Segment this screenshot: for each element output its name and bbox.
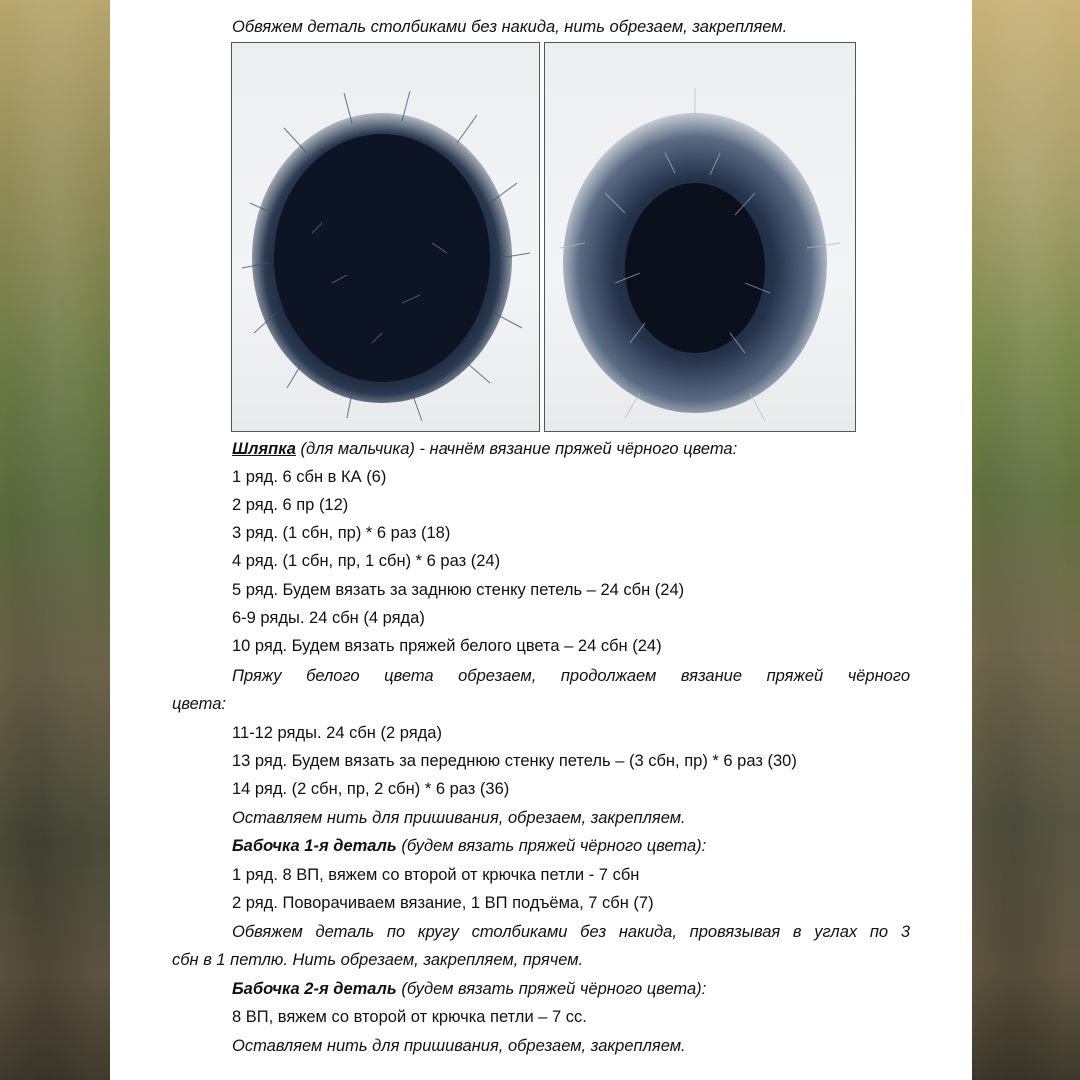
bow1-note-line-2: сбн в 1 петлю. Нить обрезаем, закрепляем, прячем.	[172, 951, 584, 969]
bow2-title	[110, 979, 1080, 999]
hat-end-note: Оставляем нить для пришивания, обрезаем, закрепляем.	[232, 809, 686, 827]
hat-title-bold: Шляпка	[232, 440, 296, 458]
bow1-row: 2 ряд. Поворачиваем вязание, 1 ВП подъёма, 7 сбн (7)	[232, 894, 654, 912]
photo-pair	[231, 42, 856, 432]
intro-caption: Обвяжем деталь столбиками без накида, нить обрезаем, закрепляем.	[232, 18, 788, 36]
blurred-background-left	[0, 0, 110, 1080]
bow1-title	[110, 836, 1080, 856]
bow2-row: 8 ВП, вяжем со второй от крючка петли – 7 сс.	[232, 1008, 587, 1026]
fluffy-hat-outer-photo-icon	[232, 43, 539, 432]
hat-row: 10 ряд. Будем вязать пряжей белого цвета – 24 сбн (24)	[232, 637, 662, 655]
bow2-title-rest: (будем вязать пряжей чёрного цвета):	[396, 980, 707, 998]
bow2-end-note: Оставляем нить для пришивания, обрезаем, закрепляем.	[232, 1037, 686, 1055]
hat-row: 2 ряд. 6 пр (12)	[232, 496, 349, 514]
hat-title	[110, 439, 1080, 459]
hat-note-line-2: цвета:	[172, 695, 226, 713]
hat-title-rest: (для мальчика) - начнём вязание пряжей чёрного цвета:	[295, 440, 738, 458]
document-page	[110, 0, 972, 1080]
bow2-title-bold: Бабочка 2-я деталь	[232, 980, 397, 998]
photo-hat-inner	[544, 42, 856, 432]
bow1-row: 1 ряд. 8 ВП, вяжем со второй от крючка петли - 7 сбн	[232, 866, 640, 884]
bow1-title-bold: Бабочка 1-я деталь	[232, 837, 397, 855]
hat-row: 13 ряд. Будем вязать за переднюю стенку петель – (3 сбн, пр) * 6 раз (30)	[232, 752, 797, 770]
fluffy-hat-inner-photo-icon	[545, 43, 855, 432]
hat-row: 14 ряд. (2 сбн, пр, 2 сбн) * 6 раз (36)	[232, 780, 510, 798]
bow1-note-line-1: Обвяжем деталь по кругу столбиками без накида, провязывая в углах по 3	[232, 923, 910, 941]
photo-hat-outer	[231, 42, 540, 432]
hat-note-line-1: Пряжу белого цвета обрезаем, продолжаем вязание пряжей чёрного	[232, 667, 910, 685]
bow1-title-rest: (будем вязать пряжей чёрного цвета):	[396, 837, 707, 855]
hat-row: 4 ряд. (1 сбн, пр, 1 сбн) * 6 раз (24)	[232, 552, 501, 570]
hat-row: 1 ряд. 6 сбн в КА (6)	[232, 468, 387, 486]
hat-row: 5 ряд. Будем вязать за заднюю стенку петель – 24 сбн (24)	[232, 581, 685, 599]
hat-row: 11-12 ряды. 24 сбн (2 ряда)	[232, 724, 442, 742]
hat-row: 3 ряд. (1 сбн, пр) * 6 раз (18)	[232, 524, 451, 542]
hat-row: 6-9 ряды. 24 сбн (4 ряда)	[232, 609, 425, 627]
